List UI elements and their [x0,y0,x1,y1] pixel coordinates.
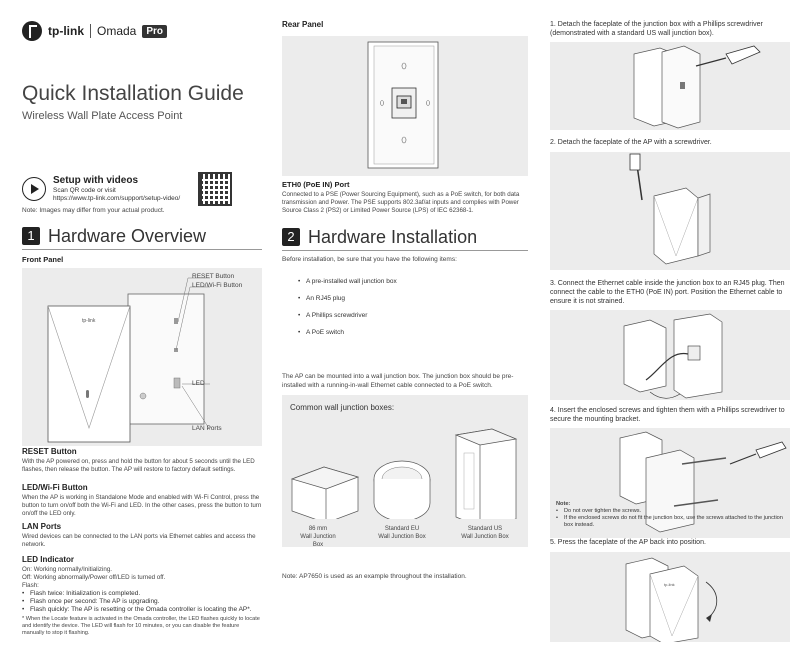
video-line: Scan QR code or visit [53,187,116,194]
page-title: Quick Installation Guide [22,82,244,105]
led-on: On: Working normally/Initializing. [22,566,112,573]
box-label-line: Standard US [467,526,503,532]
callout-reset: RESET Button [192,273,235,280]
video-heading: Setup with videos [53,175,139,186]
ap-faceplate-shape [654,188,698,264]
section2-number: 2 [282,228,300,246]
eth-section [282,180,528,215]
ap-back-plate [128,294,204,424]
section2-divider [282,250,528,251]
box-label-us [454,525,516,541]
pro-badge: Pro [142,25,167,38]
step-3-illustration [550,310,790,400]
section1-divider [22,249,262,250]
led-heading: LED Indicator [22,555,75,564]
eth0-port [688,346,700,360]
step-4-note [556,501,788,529]
product-line: Omada [97,24,137,38]
section1-header [22,225,262,247]
screwdriver-handle [630,154,640,170]
callout-led-wifi: LED/Wi-Fi Button [192,282,243,289]
note-item: • Do not over tighten the screws. [556,508,788,515]
section2-title: Hardware Installation [308,226,478,247]
led-flash: Flash: [22,582,39,589]
step-1-text: 1. Detach the faceplate of the junction box with a Phillips screwdriver (demonstrated with a standard US wall junction box). [550,21,763,37]
reset-section [22,447,262,474]
callout-lan: LAN Ports [192,425,222,432]
junction-box-shape [624,320,666,392]
ledwifi-heading: LED/Wi-Fi Button [22,483,88,492]
note-list [556,508,788,529]
step-4-text: 4. Insert the enclosed screws and tighten them with a Phillips screwdriver to secure the mounting bracket. [550,407,785,423]
box-label-86 [296,525,340,549]
ap-model-note: Note: AP7650 is used as an example throughout the installation. [282,573,467,580]
ap-faceplate-shape [650,566,698,642]
eth-heading: ETH0 (PoE IN) Port [282,180,350,189]
install-intro: Before installation, be sure that you have the following items: [282,256,457,263]
note-item: • If the enclosed screws do not fit the junction box, use the screws attached to the junction box instead. [556,515,788,529]
flash-list [22,590,262,614]
locate-footnote: * When the Locate feature is activated in the Omada controller, the LED flashes quickly to locate and identify the device. The LED will flash for 10 minutes, or you can disable the feature manually to stop it flashing. [22,616,260,636]
box-label-eu [372,525,432,541]
flash-item: • Flash once per second: The AP is upgrading. [22,598,262,606]
led-section [22,555,262,637]
ap-front-plate [48,306,130,442]
box-label-line: Wall Junction Box [378,534,426,540]
item: • An RJ45 plug [298,295,518,302]
junction-boxes-illustration [282,419,528,519]
lan-text: Wired devices can be connected to the LAN ports via Ethernet cables and access the network. [22,533,256,548]
box-label-line: Standard EU [384,526,420,532]
brand-name: tp-link [48,24,84,38]
callout-led: LED [192,380,205,387]
ledwifi-text: When the AP is working in Standalone Mode and enabled with Wi-Fi Control, press the button to turn on/off both the Wi-Fi and LED. In the other cases, press the button to turn on/off the LED only. [22,494,262,517]
ap-brand-text: tp-link [664,582,675,587]
section2-header [282,226,528,248]
rear-panel-heading: Rear Panel [282,20,324,29]
step-3-text: 3. Connect the Ethernet cable inside the junction box to an RJ45 plug. Then connect the cable to the ETH0 (PoE IN) port. Position the Ethernet cable to ensure it is not strained. [550,280,785,305]
ap-front-logo: tp-link [82,318,96,324]
junction-boxes-panel [282,395,528,547]
items-list [298,278,518,336]
page-subtitle: Wireless Wall Plate Access Point [22,110,183,122]
image-note: Note: Images may differ from your actual product. [22,207,165,214]
qr-code-icon [198,172,232,206]
step-1-illustration [550,42,790,130]
box-label-line: 86 mm [308,526,328,532]
reset-heading: RESET Button [22,447,77,456]
play-video-icon [22,177,46,201]
lan-heading: LAN Ports [22,522,62,531]
front-panel-heading: Front Panel [22,255,64,264]
led-indicator [86,390,89,398]
note-title: Note: [556,501,571,507]
item: • A Phillips screwdriver [298,312,518,319]
reset-text: With the AP powered on, press and hold the button for about 5 seconds until the LED flashes, then release the button. The AP will restore to factory default settings. [22,458,255,473]
video-text [53,187,180,203]
rear-panel-illustration [282,36,528,176]
lan-port-1 [174,378,180,388]
flash-item: • Flash quickly: The AP is resetting or the Omada controller is locating the AP*. [22,606,262,614]
step-2-text: 2. Detach the faceplate of the AP with a screwdriver. [550,139,712,146]
lan-section [22,522,262,549]
box-label-line: Wall Junction Box [461,534,509,540]
mount-text: The AP can be mounted into a wall junction box. The junction box should be pre-installed with a running-in-wall Ethernet cable connected to a PoE switch. [282,373,514,389]
screw-hole [140,393,146,399]
led-off: Off: Working abnormally/Power off/LED is turned off. [22,574,166,581]
logo-divider [90,24,91,38]
reset-button-shape [174,318,178,324]
item: • A pre-installed wall junction box [298,278,518,285]
step-5-illustration [550,552,790,642]
video-url[interactable]: https://www.tp-link.com/support/setup-video/ [53,195,181,202]
junction-boxes-heading: Common wall junction boxes: [290,403,395,412]
front-panel-illustration [22,268,262,446]
section1-number: 1 [22,227,40,245]
item: • A PoE switch [298,329,518,336]
tp-link-logo-icon [22,21,42,41]
eth-text: Connected to a PSE (Power Sourcing Equipment), such as a PoE switch, for both data transmission and Power. The PSE supports 802.3af/at inputs and complies with Power Source Class 2 (PS2) or Limited Power Source (LPS) of IEC 62368-1. [282,191,520,214]
brand-logo [22,20,167,42]
ledwifi-section [22,483,262,518]
step-5-text: 5. Press the faceplate of the AP back into position. [550,539,706,546]
step-2-illustration [550,152,790,270]
flash-item: • Flash twice: Initialization is completed. [22,590,262,598]
box-label-line: Wall Junction Box [300,534,336,548]
section1-title: Hardware Overview [48,225,207,246]
